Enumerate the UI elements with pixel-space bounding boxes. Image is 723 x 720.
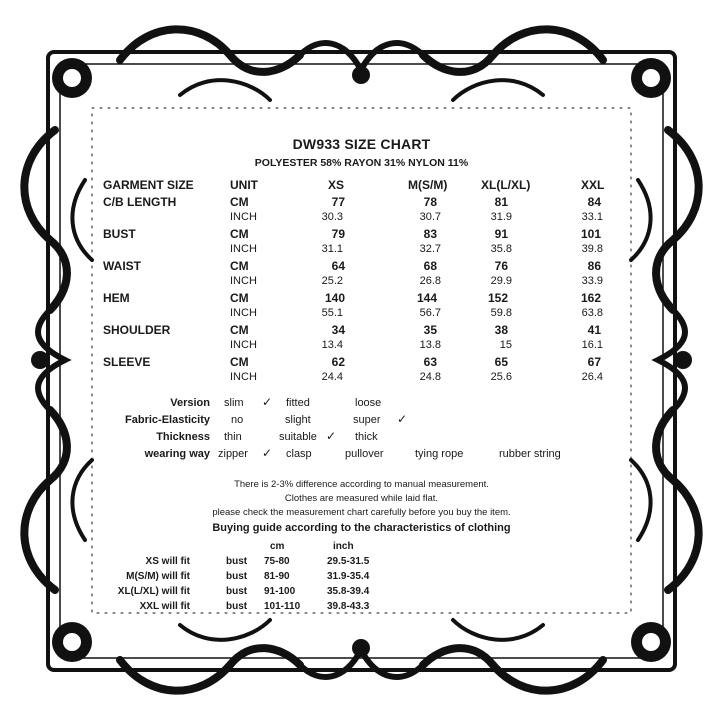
unit-cm: CM xyxy=(230,259,249,273)
cell-inch: 25.6 xyxy=(490,371,512,383)
guide-part: bust xyxy=(226,586,248,597)
option-clasp: clasp xyxy=(286,448,312,460)
note-line: please check the measurement chart carefully before you buy the item. xyxy=(212,507,511,518)
cell-cm: 64 xyxy=(331,259,345,273)
cell-inch: 29.9 xyxy=(490,275,512,287)
unit-cm: CM xyxy=(230,291,249,305)
guide-col-inch: inch xyxy=(333,541,354,552)
cell-inch: 63.8 xyxy=(581,307,603,319)
guide-part: bust xyxy=(226,571,248,582)
cell-cm: 140 xyxy=(324,291,345,305)
guide-col-cm: cm xyxy=(270,541,285,552)
guide-row-label: XS will fit xyxy=(145,556,190,567)
cell-cm: 65 xyxy=(494,355,508,369)
guide-inch: 29.5-31.5 xyxy=(327,556,370,567)
characteristic-label-thickness: Thickness xyxy=(156,431,210,443)
note-line: Clothes are measured while laid flat. xyxy=(284,493,439,504)
guide-inch: 31.9-35.4 xyxy=(327,571,370,582)
cell-inch: 30.3 xyxy=(321,211,343,223)
guide-cm: 75-80 xyxy=(264,556,290,567)
cell-inch: 35.8 xyxy=(490,243,512,255)
cell-inch: 31.9 xyxy=(490,211,512,223)
cell-cm: 144 xyxy=(416,291,437,305)
option-fitted: fitted xyxy=(286,397,310,409)
cell-inch: 56.7 xyxy=(419,307,441,319)
cell-inch: 26.4 xyxy=(581,371,603,383)
cell-cm: 68 xyxy=(423,259,437,273)
guide-part: bust xyxy=(226,556,248,567)
guide-row-label: XL(L/XL) will fit xyxy=(117,586,190,597)
characteristic-label-elasticity: Fabric-Elasticity xyxy=(125,414,210,426)
unit-inch: INCH xyxy=(230,211,257,223)
col-header-garment-size: GARMENT SIZE xyxy=(103,178,194,192)
cell-inch: 24.8 xyxy=(419,371,441,383)
option-suitable: suitable xyxy=(279,431,317,443)
unit-cm: CM xyxy=(230,227,249,241)
cell-cm: 78 xyxy=(423,195,437,209)
unit-inch: INCH xyxy=(230,243,257,255)
guide-inch: 39.8-43.3 xyxy=(327,601,370,612)
col-header-xl: XL(L/XL) xyxy=(481,178,531,192)
unit-inch: INCH xyxy=(230,275,257,287)
cell-inch: 55.1 xyxy=(321,307,343,319)
cell-inch: 33.1 xyxy=(581,211,603,223)
option-thin: thin xyxy=(224,431,242,443)
cell-inch: 24.4 xyxy=(321,371,343,383)
cell-cm: 62 xyxy=(331,355,345,369)
row-label: C/B LENGTH xyxy=(103,195,177,209)
cell-cm: 35 xyxy=(423,323,437,337)
cell-inch: 32.7 xyxy=(419,243,441,255)
option-slight: slight xyxy=(285,414,311,426)
cell-cm: 83 xyxy=(423,227,437,241)
cell-inch: 25.2 xyxy=(321,275,343,287)
characteristic-label-version: Version xyxy=(170,397,210,409)
guide-part: bust xyxy=(226,601,248,612)
cell-inch: 31.1 xyxy=(321,243,343,255)
cell-inch: 16.1 xyxy=(581,339,603,351)
option-zipper: zipper xyxy=(218,448,248,460)
row-label: SHOULDER xyxy=(103,323,171,337)
row-label: BUST xyxy=(103,227,136,241)
guide-row-label: M(S/M) will fit xyxy=(126,571,190,582)
option-rubber-string: rubber string xyxy=(499,448,561,460)
check-mark-icon: ✓ xyxy=(397,412,408,426)
cell-cm: 76 xyxy=(494,259,508,273)
option-loose: loose xyxy=(355,397,382,409)
cell-inch: 15 xyxy=(499,339,512,351)
unit-inch: INCH xyxy=(230,371,257,383)
guide-row-label: XXL will fit xyxy=(139,601,190,612)
chart-title: DW933 SIZE CHART xyxy=(292,136,431,152)
cell-cm: 86 xyxy=(587,259,601,273)
option-slim: slim xyxy=(224,397,244,409)
row-label: WAIST xyxy=(103,259,141,273)
cell-cm: 34 xyxy=(331,323,345,337)
cell-cm: 77 xyxy=(331,195,345,209)
cell-cm: 67 xyxy=(587,355,601,369)
unit-cm: CM xyxy=(230,355,249,369)
unit-inch: INCH xyxy=(230,307,257,319)
col-header-xs: XS xyxy=(328,178,345,192)
cell-inch: 39.8 xyxy=(581,243,603,255)
cell-cm: 63 xyxy=(423,355,437,369)
note-line: There is 2-3% difference according to manual measurement. xyxy=(234,479,489,490)
check-mark-icon: ✓ xyxy=(262,446,273,460)
check-mark-icon: ✓ xyxy=(326,429,337,443)
fabric-composition: POLYESTER 58% RAYON 31% NYLON 11% xyxy=(254,157,469,169)
unit-inch: INCH xyxy=(230,339,257,351)
cell-inch: 26.8 xyxy=(419,275,441,287)
option-super: super xyxy=(353,414,381,426)
cell-inch: 30.7 xyxy=(419,211,441,223)
option-tying-rope: tying rope xyxy=(415,448,464,460)
buying-guide-title: Buying guide according to the characteristics of clothing xyxy=(212,522,511,534)
cell-cm: 79 xyxy=(331,227,345,241)
option-no: no xyxy=(231,414,244,426)
cell-cm: 91 xyxy=(494,227,508,241)
check-mark-icon: ✓ xyxy=(262,395,273,409)
characteristic-label-wearing-way: wearing way xyxy=(144,448,210,460)
cell-inch: 13.4 xyxy=(321,339,343,351)
row-label: SLEEVE xyxy=(103,355,151,369)
cell-cm: 84 xyxy=(587,195,601,209)
col-header-unit: UNIT xyxy=(230,178,258,192)
guide-cm: 101-110 xyxy=(264,601,301,612)
cell-cm: 101 xyxy=(580,227,601,241)
unit-cm: CM xyxy=(230,195,249,209)
cell-cm: 38 xyxy=(494,323,508,337)
guide-inch: 35.8-39.4 xyxy=(327,586,370,597)
guide-cm: 91-100 xyxy=(264,586,296,597)
cell-cm: 152 xyxy=(487,291,508,305)
cell-cm: 162 xyxy=(580,291,601,305)
col-header-m: M(S/M) xyxy=(408,178,448,192)
option-pullover: pullover xyxy=(345,448,384,460)
cell-cm: 81 xyxy=(494,195,508,209)
row-label: HEM xyxy=(103,291,130,305)
cell-cm: 41 xyxy=(587,323,601,337)
cell-inch: 33.9 xyxy=(581,275,603,287)
option-thick: thick xyxy=(355,431,378,443)
cell-inch: 59.8 xyxy=(490,307,512,319)
unit-cm: CM xyxy=(230,323,249,337)
cell-inch: 13.8 xyxy=(419,339,441,351)
guide-cm: 81-90 xyxy=(264,571,290,582)
col-header-xxl: XXL xyxy=(581,178,605,192)
